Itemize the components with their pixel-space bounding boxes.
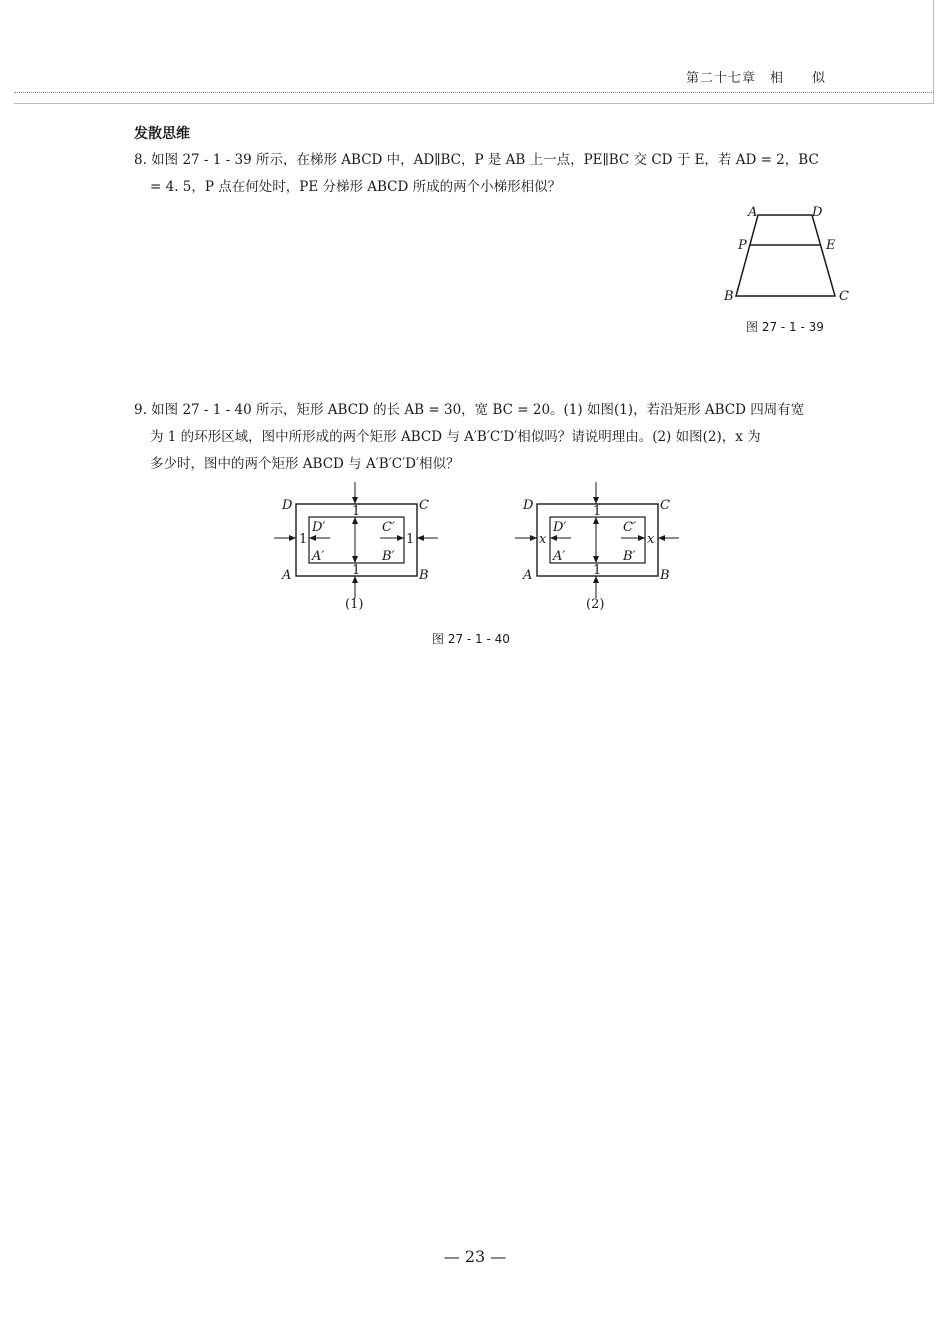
label-outer-a: A: [282, 568, 292, 583]
figure-27-1-39-caption: 图 27 - 1 - 39: [746, 320, 824, 334]
label-p: P: [738, 238, 747, 253]
label-e: E: [826, 238, 836, 253]
figure-27-1-40-sub-2: (2): [586, 597, 605, 612]
width-label-right-x: x: [647, 532, 655, 547]
label-outer-d: D: [523, 498, 534, 513]
section-title: 发散思维: [134, 126, 190, 142]
figure-27-1-40-part-2: [513, 480, 683, 595]
width-label-bottom: 1: [593, 563, 602, 578]
width-label-bottom: 1: [352, 563, 361, 578]
chapter-number: 第二十七章: [686, 71, 757, 86]
label-b: B: [724, 289, 734, 304]
page-number: — 23 —: [443, 1247, 507, 1266]
trapezoid-abcd: [736, 215, 835, 296]
label-outer-d: D: [282, 498, 293, 513]
width-label-top: 1: [352, 504, 361, 519]
label-inner-d: D′: [312, 520, 326, 535]
question-9-line-1: 9. 如图 27 - 1 - 40 所示，矩形 ABCD 的长 AB = 30，宽 BC = 20。(1) 如图(1)，若沿矩形 ABCD 四周有宽: [134, 402, 805, 418]
label-outer-b: B: [660, 568, 670, 583]
label-inner-a: A′: [312, 549, 325, 564]
question-8-line-1: 8. 如图 27 - 1 - 39 所示，在梯形 ABCD 中，AD∥BC，P 是 AB 上一点，PE∥BC 交 CD 于 E，若 AD = 2，BC: [134, 152, 819, 168]
header-dotted-rule: [14, 92, 934, 93]
label-inner-c: C′: [382, 520, 395, 535]
label-outer-c: C: [419, 498, 429, 513]
label-inner-a: A′: [553, 549, 566, 564]
figure-27-1-39: [720, 200, 860, 310]
label-d: D: [812, 205, 823, 220]
page-header-frame: [14, 0, 934, 104]
label-outer-c: C: [660, 498, 670, 513]
label-outer-b: B: [419, 568, 429, 583]
width-label-top: 1: [593, 504, 602, 519]
question-9-line-3: 多少时，图中的两个矩形 ABCD 与 A′B′C′D′相似？: [150, 456, 460, 472]
question-8: [134, 147, 854, 201]
label-outer-a: A: [523, 568, 533, 583]
label-a: A: [748, 205, 758, 220]
chapter-topic-a: 相: [770, 71, 785, 86]
figure-27-1-40-caption: 图 27 - 1 - 40: [432, 632, 510, 646]
question-8-line-2: = 4. 5，P 点在何处时，PE 分梯形 ABCD 所成的两个小梯形相似？: [150, 179, 562, 195]
width-label-left-x: x: [539, 532, 547, 547]
width-label-right: 1: [406, 532, 415, 547]
label-inner-b: B′: [382, 549, 395, 564]
label-inner-c: C′: [623, 520, 636, 535]
figure-27-1-40-part-1: [272, 480, 442, 595]
width-label-left: 1: [299, 532, 308, 547]
label-inner-b: B′: [623, 549, 636, 564]
chapter-heading: [686, 67, 826, 86]
label-c: C: [839, 289, 849, 304]
chapter-topic-b: 似: [812, 71, 827, 86]
label-inner-d: D′: [553, 520, 567, 535]
question-9-line-2: 为 1 的环形区域，图中所形成的两个矩形 ABCD 与 A′B′C′D′相似吗？请说明理由。(2) 如图(2)，x 为: [150, 429, 761, 445]
figure-27-1-40-sub-1: (1): [345, 597, 364, 612]
question-9: [134, 397, 854, 478]
